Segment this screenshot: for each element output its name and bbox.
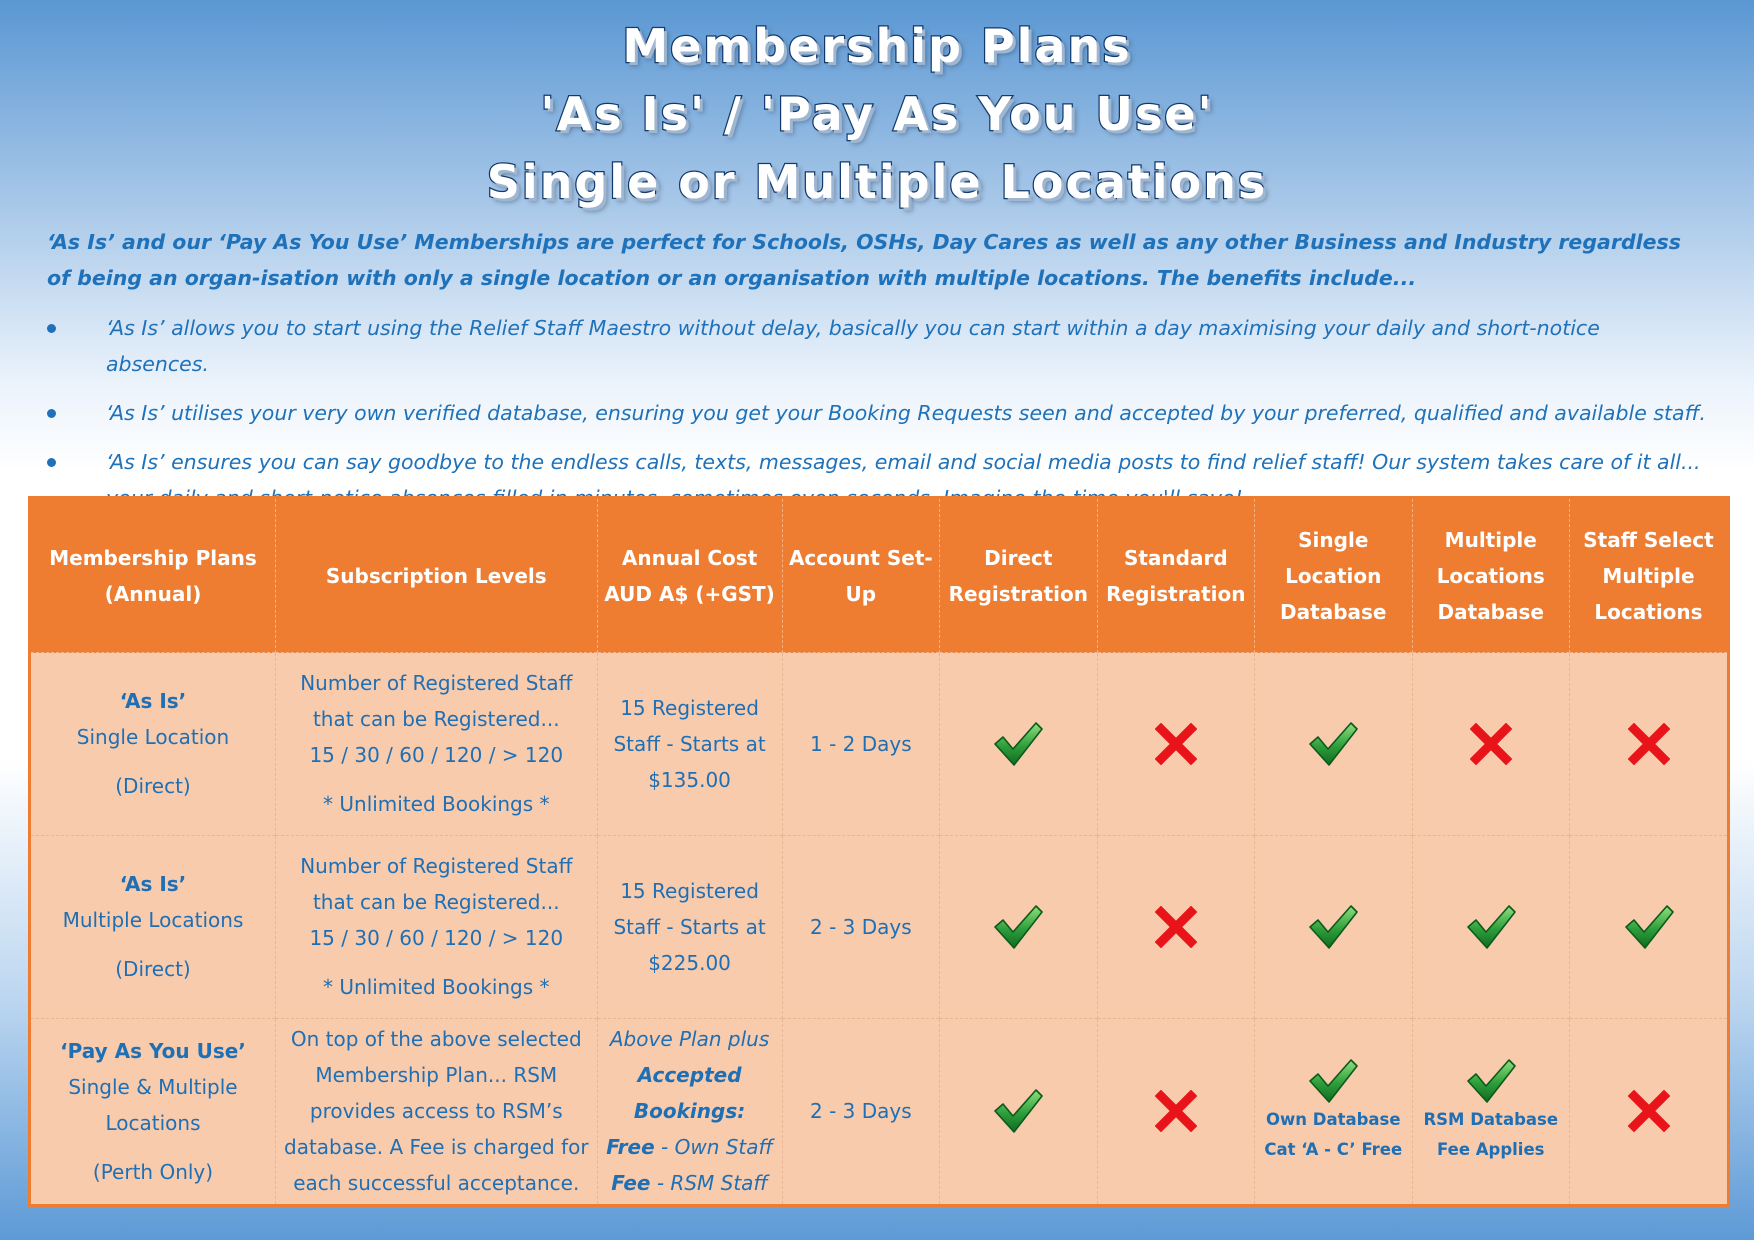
- check-icon: [1466, 913, 1516, 937]
- plan-cell: [31, 653, 275, 836]
- plan-cell: [31, 835, 275, 1018]
- cost-line-2: Accepted Bookings:: [633, 1063, 746, 1124]
- header-staff-select: Staff Select Multiple Locations: [1570, 499, 1728, 653]
- single-db-cell: [1255, 835, 1412, 1018]
- check-icon: [1624, 913, 1674, 937]
- cross-icon: [1155, 730, 1197, 754]
- cross-icon: [1470, 730, 1512, 754]
- cross-icon: [1628, 1098, 1670, 1122]
- cross-icon: [1628, 730, 1670, 754]
- header-multiple-locations-database: Multiple Locations Database: [1412, 499, 1569, 653]
- page-title: [0, 12, 1754, 216]
- bullet-dot-icon: [47, 324, 56, 333]
- header-standard-registration: Standard Registration: [1097, 499, 1254, 653]
- levels-options: 15 / 30 / 60 / 120 / > 120: [309, 743, 564, 768]
- plan-scope: Single & Multiple Locations: [68, 1074, 238, 1135]
- table-row: [31, 653, 1727, 836]
- table-header-row: [31, 499, 1727, 653]
- staff-select-cell: [1570, 835, 1728, 1018]
- single-db-cell: [1255, 1018, 1412, 1204]
- header-annual-cost: Annual Cost AUD A$ (+GST): [597, 499, 782, 653]
- staff-select-cell: [1570, 653, 1728, 836]
- plan-name: ‘As Is’: [119, 689, 187, 714]
- plan-scope: Multiple Locations: [62, 908, 244, 933]
- multi-db-cell: [1412, 835, 1569, 1018]
- cross-icon: [1155, 913, 1197, 937]
- table-row: [31, 1018, 1727, 1204]
- plan-type: (Perth Only): [92, 1159, 214, 1184]
- check-icon: [1308, 730, 1358, 754]
- setup-cell: 1 - 2 Days: [782, 653, 939, 836]
- benefit-item: [47, 310, 1707, 382]
- header-subscription-levels: Subscription Levels: [275, 499, 597, 653]
- check-icon: [1308, 1068, 1358, 1092]
- plan-cell: [31, 1018, 275, 1204]
- header-direct-registration: Direct Registration: [940, 499, 1097, 653]
- direct-cell: [940, 1018, 1097, 1204]
- check-icon: [1308, 913, 1358, 937]
- benefit-text: ‘As Is’ utilises your very own verified database, ensuring you get your Booking Requests seen and accepted by your preferred, qualified and available staff.: [106, 401, 1706, 425]
- levels-description: Number of Registered Staff that can be Registered...: [300, 671, 573, 732]
- cost-cell: 15 Registered Staff - Starts at $135.00: [597, 653, 782, 836]
- benefit-text: ‘As Is’ ensures you can say goodbye to the endless calls, texts, messages, email and social media posts to find relief staff! Our system takes care of it all...: [106, 450, 1701, 474]
- title-line-3: Single or Multiple Locations: [486, 155, 1268, 209]
- benefit-text: ‘As Is’ allows you to start using the Relief Staff Maestro without delay, basically you can start within a day maximising your daily and short-notice absences.: [106, 316, 1600, 376]
- multi-db-mark: [1417, 1057, 1565, 1105]
- title-line-1: Membership Plans: [622, 19, 1132, 73]
- check-icon: [1466, 1068, 1516, 1092]
- cost-line-1: Above Plan plus: [609, 1027, 770, 1052]
- cost-fee-line: [602, 1165, 778, 1201]
- cost-free-text: - Own Staff: [654, 1135, 773, 1160]
- multi-db-cell: [1412, 1018, 1569, 1204]
- membership-table: [28, 496, 1730, 1207]
- multi-db-cell: [1412, 653, 1569, 836]
- plan-scope: Single Location: [76, 725, 230, 750]
- levels-cell: On top of the above selected Membership Plan... RSM provides access to RSM’s database. A Fee is charged for each successful acceptance.: [275, 1018, 597, 1204]
- standard-cell: [1097, 653, 1254, 836]
- single-db-note-1: Own Database: [1265, 1110, 1401, 1130]
- levels-note: * Unlimited Bookings *: [323, 975, 550, 1000]
- title-line-2: 'As Is' / 'Pay As You Use': [540, 87, 1214, 141]
- plan-name: ‘As Is’: [119, 872, 187, 897]
- bullet-dot-icon: [47, 458, 56, 467]
- direct-cell: [940, 835, 1097, 1018]
- plan-type: (Direct): [115, 957, 191, 982]
- check-icon: [993, 1098, 1043, 1122]
- setup-cell: 2 - 3 Days: [782, 1018, 939, 1204]
- cost-free-label: Free: [606, 1135, 655, 1160]
- single-db-mark: [1259, 1057, 1407, 1105]
- levels-description: Number of Registered Staff that can be Registered...: [300, 854, 573, 915]
- header-membership-plans: Membership Plans (Annual): [31, 499, 275, 653]
- intro-paragraph: ‘As Is’ and our ‘Pay As You Use’ Memberships are perfect for Schools, OSHs, Day Cares as well as any other Business and Industry regardless of being an organ-isation with only a single location or an organisation with multiple locations. The benefits include...: [47, 230, 1681, 290]
- cost-fee-text: - RSM Staff: [650, 1171, 768, 1196]
- standard-cell: [1097, 835, 1254, 1018]
- levels-options: 15 / 30 / 60 / 120 / > 120: [309, 926, 564, 951]
- cost-cell: 15 Registered Staff - Starts at $225.00: [597, 835, 782, 1018]
- setup-cell: 2 - 3 Days: [782, 835, 939, 1018]
- check-icon: [993, 913, 1043, 937]
- cross-icon: [1155, 1098, 1197, 1122]
- direct-cell: [940, 653, 1097, 836]
- multi-db-note-2: Fee Applies: [1437, 1140, 1545, 1160]
- cost-fee-label: Fee: [611, 1171, 651, 1196]
- header-account-setup: Account Set-Up: [782, 499, 939, 653]
- levels-note: * Unlimited Bookings *: [323, 792, 550, 817]
- table-row: [31, 835, 1727, 1018]
- levels-cell: [275, 835, 597, 1018]
- plan-type: (Direct): [115, 774, 191, 799]
- single-db-note-2: Cat ‘A - C’ Free: [1264, 1140, 1403, 1160]
- plan-name: ‘Pay As You Use’: [60, 1038, 246, 1063]
- cost-cell: [597, 1018, 782, 1204]
- multi-db-note-1: RSM Database: [1423, 1110, 1559, 1130]
- cost-free-line: [602, 1129, 778, 1165]
- bullet-dot-icon: [47, 409, 56, 418]
- check-icon: [993, 730, 1043, 754]
- staff-select-cell: [1570, 1018, 1728, 1204]
- benefit-item: [47, 395, 1707, 431]
- header-single-location-database: Single Location Database: [1255, 499, 1412, 653]
- single-db-cell: [1255, 653, 1412, 836]
- standard-cell: [1097, 1018, 1254, 1204]
- levels-cell: [275, 653, 597, 836]
